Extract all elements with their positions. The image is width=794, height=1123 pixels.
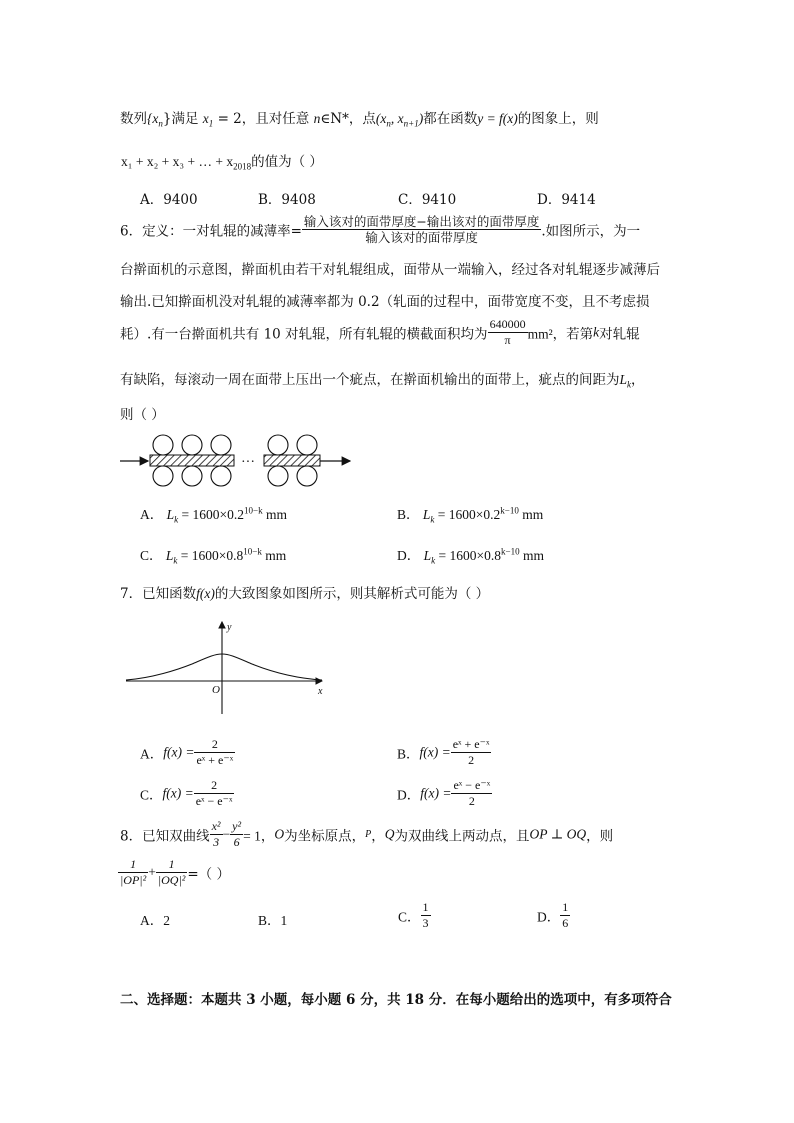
q7-option-a-den: eˣ + e⁻ˣ: [196, 753, 234, 767]
q8-option-d-num: 1: [562, 900, 569, 914]
q6-option-d-exp: k−10: [501, 546, 520, 557]
section-2-heading: 二、选择题：本题共 3 小题，每小题 6 分，共 18 分．在每小题给出的选项中，有多项符合: [120, 992, 672, 1008]
q6-option-a-L: L: [166, 507, 175, 522]
q6-option-c-sub: k: [173, 555, 178, 566]
q7-option-b-den: 2: [468, 753, 475, 767]
q6-stem-line-2: 台擀面机的示意图，擀面机由若干对轧辊组成，面带从一端输入，经过各对轧辊逐步减薄后: [120, 262, 660, 278]
q7-option-a-lhs: f(x) =: [163, 744, 195, 760]
q6-option-d-letter: D．: [397, 548, 421, 563]
q7-option-b-fraction: [451, 737, 492, 768]
function-curve: [126, 654, 322, 680]
q8-option-a[interactable]: [140, 909, 170, 929]
q6-option-a-sub: k: [174, 514, 179, 525]
q8-oq-den: |OQ|²: [157, 873, 186, 887]
q8-option-b-value: 1: [280, 913, 288, 928]
q6-area-den: π: [504, 333, 511, 347]
q6-option-d-sub: k: [431, 555, 436, 566]
q6-definition-fraction: [302, 214, 541, 245]
q5-stem-line-1: [120, 107, 599, 127]
q8-option-c-letter: C．: [398, 909, 421, 925]
q6-option-c-rhs: = 1600×0.8: [177, 548, 244, 563]
q8-option-a-value: 2: [163, 913, 170, 928]
q6-option-b-sub: k: [430, 514, 435, 525]
q6-option-c[interactable]: [140, 544, 286, 564]
q8-Q: Q: [384, 826, 395, 842]
q6-option-c-exp: 10−k: [243, 546, 262, 557]
q8-eq1: = 1，: [243, 828, 275, 844]
q8-fraction-x: [210, 819, 223, 850]
roller-bottom: [211, 466, 231, 486]
q8-stem-line-1: [120, 819, 613, 850]
q8-fy-den: 6: [233, 835, 240, 849]
q8-stem-line-2: [118, 857, 230, 888]
q8-option-d[interactable]: [537, 900, 570, 931]
roller-top: [211, 435, 231, 455]
q6-option-b-L: L: [422, 507, 431, 522]
dough-sheet-left: [150, 455, 234, 466]
q5-n: n: [313, 111, 321, 126]
q7-stem: [120, 582, 489, 602]
q8-fraction-op: [118, 857, 148, 888]
diagram-ellipsis: ···: [241, 455, 255, 470]
q7-option-c-num: 2: [194, 778, 235, 794]
q8-fy-num: y²: [232, 819, 242, 833]
q5-set-sub: n: [158, 118, 163, 129]
q8-O: O: [274, 826, 285, 842]
q8-op-num: 1: [118, 857, 148, 873]
q6-option-b[interactable]: [397, 503, 543, 523]
q7-option-b-letter: B．: [397, 746, 420, 762]
q6-stem-line-5: [120, 368, 645, 388]
q5-text-c: 都在函数: [423, 111, 478, 127]
q5-text-b: }满足: [162, 111, 199, 127]
q5-text: 数列: [120, 111, 147, 127]
q8-option-d-fraction: [560, 900, 570, 931]
q6-option-d-rhs: = 1600×0.8: [435, 548, 501, 563]
q7-option-a-fraction: [194, 737, 235, 768]
q7-option-a-num: 2: [194, 737, 235, 753]
q6-option-d-L: L: [423, 548, 432, 563]
y-axis-label: y: [227, 622, 232, 633]
q8-option-c-fraction: [421, 900, 431, 931]
roller-bottom: [268, 466, 288, 486]
q5-text-d: 的图象上，则: [517, 111, 599, 127]
q6-area-fraction: [488, 317, 528, 348]
q8-perp: OP ⊥ OQ: [529, 826, 587, 842]
q8-fx-num: x²: [211, 819, 221, 833]
q8-comma: ，: [371, 828, 385, 845]
q8-fx-den: 3: [213, 835, 220, 849]
q5-x1-sub: 1: [208, 118, 214, 129]
roller-top: [153, 435, 173, 455]
q8-text-b: 为坐标原点，: [284, 828, 366, 845]
q6-unit: mm²，若第: [527, 326, 594, 342]
q6-option-c-letter: C．: [140, 548, 163, 563]
roller-top: [268, 435, 288, 455]
q7-function-graph: [122, 618, 334, 718]
q6-option-d[interactable]: [397, 544, 544, 564]
x-axis-label: x: [318, 686, 323, 697]
q8-fraction-oq: [156, 857, 188, 888]
q5-point-sub2: n+1: [403, 118, 419, 129]
q5-set: {x: [147, 111, 159, 126]
q8-op-den: |OP|²: [120, 873, 147, 887]
q8-text-d: ，则: [586, 828, 614, 845]
q8-oq-num: 1: [156, 857, 188, 873]
q6-text-5b: ，: [631, 372, 645, 388]
q5-option-d[interactable]: D．9414: [537, 192, 596, 208]
q5-sum: x₁ + x₂ + x₃ + … + x: [121, 154, 234, 169]
q6-k: k: [593, 324, 600, 340]
q8-eq2: =（ ）: [187, 866, 230, 883]
q6-option-d-unit: mm: [519, 548, 544, 563]
q6-L: L: [619, 372, 628, 387]
q8-text-c: 为双曲线上两动点，且: [394, 828, 530, 845]
q6-area-num: 640000: [489, 317, 526, 331]
q7-option-a-letter: A．: [140, 746, 164, 762]
q8-option-b-letter: B．: [258, 913, 281, 928]
q6-option-a-rhs: = 1600×0.2: [178, 507, 244, 522]
q7-option-b-num: eˣ + e⁻ˣ: [452, 737, 490, 751]
roller-bottom: [153, 466, 173, 486]
q5-option-a[interactable]: A．9400: [140, 192, 198, 208]
q6-stem-line-1: [120, 214, 640, 245]
q6-stem-line-4: [120, 317, 640, 348]
roller-top: [182, 435, 202, 455]
q7-option-d-letter: D．: [397, 787, 421, 803]
q7-option-c-lhs: f(x) =: [162, 785, 194, 801]
q7-option-d-fraction: [451, 778, 492, 809]
q6-text-b: 对轧辊: [599, 326, 640, 343]
q5-stem-line-2: [121, 150, 323, 170]
q6-def-numerator: 输入该对的面带厚度−输出该对的面带厚度: [303, 214, 540, 229]
q5-option-b[interactable]: B．9408: [258, 192, 316, 208]
q5-option-c[interactable]: C．9410: [398, 192, 457, 208]
q7-option-c-den: eˣ − e⁻ˣ: [195, 794, 233, 808]
q8-fraction-y: [230, 819, 243, 850]
q7-text-a: 7．已知函数: [120, 586, 197, 602]
q5-in: ∈N*，点: [320, 111, 376, 127]
q6-option-a-exp: 10−k: [244, 505, 263, 516]
q6-option-a[interactable]: [140, 503, 287, 523]
q6-stem-line-6: 则（ ）: [120, 407, 165, 423]
roller-bottom: [297, 466, 317, 486]
q5-sum-sub: 2018: [233, 161, 252, 172]
q8-plus: +: [148, 864, 156, 880]
q7-option-b-lhs: f(x) =: [419, 744, 451, 760]
q8-option-a-letter: A．: [140, 913, 164, 928]
q5-point-sub1: n: [386, 118, 391, 129]
q7-option-d-lhs: f(x) =: [420, 785, 452, 801]
q6-suffix: .如图所示，为一: [541, 223, 641, 240]
q6-option-b-unit: mm: [518, 507, 544, 522]
q7-option-c-fraction: [194, 778, 235, 809]
q7-text-b: 的大致图象如图所示，则其解析式可能为（ ）: [214, 586, 490, 602]
q7-option-d[interactable]: [397, 778, 492, 809]
q8-minus: −: [222, 826, 231, 842]
roller-top: [297, 435, 317, 455]
q6-text: 耗）.有一台擀面机共有 10 对轧辊，所有轧辊的横截面积均为: [120, 326, 488, 343]
q8-option-c-num: 1: [422, 900, 429, 914]
q6-option-a-letter: A．: [140, 507, 164, 522]
q6-option-c-unit: mm: [261, 548, 287, 563]
q6-prefix: 6．定义：一对轧辊的减薄率=: [120, 223, 302, 240]
q6-option-b-letter: B．: [397, 507, 420, 522]
q6-option-a-unit: mm: [262, 507, 287, 522]
q6-stem-line-3: 输出.已知擀面机没对轧辊的减薄率都为 0.2（轧面的过程中，面带宽度不变，且不考虑损: [120, 294, 650, 310]
q5-text-rest: 的值为（ ）: [251, 154, 323, 170]
q5-eq: = 2，且对任意: [213, 111, 310, 127]
q6-option-b-rhs: = 1600×0.2: [434, 507, 501, 522]
q7-option-b[interactable]: [397, 737, 491, 768]
q6-option-b-exp: k−10: [500, 505, 519, 516]
q5-point-end: ): [418, 111, 424, 126]
q6-option-c-L: L: [165, 548, 174, 563]
q6-def-denominator: 输入该对的面带厚度: [365, 230, 478, 245]
q7-option-c-letter: C．: [140, 787, 163, 803]
q8-P: P: [365, 829, 372, 840]
q8-option-d-den: 6: [562, 916, 569, 930]
q8-option-b[interactable]: [258, 909, 287, 929]
q8-text-a: 8．已知双曲线: [120, 828, 210, 845]
roller-bottom: [182, 466, 202, 486]
q7-fx: f(x): [196, 586, 215, 601]
q5-x1: x: [202, 111, 209, 126]
q5-point: (x: [375, 111, 387, 126]
q7-option-a[interactable]: [140, 737, 235, 768]
q8-option-c[interactable]: [398, 900, 431, 931]
q6-text-5: 有缺陷，每滚动一周在面带上压出一个疵点，在擀面机输出的面带上，疵点的间距为: [120, 372, 620, 388]
q8-option-d-letter: D．: [537, 909, 561, 925]
dough-sheet-right: [264, 455, 320, 466]
q5-function: y = f(x): [477, 111, 518, 126]
q7-option-c[interactable]: [140, 778, 234, 809]
roller-diagram: [118, 433, 358, 489]
q5-point-mid: , x: [390, 111, 404, 126]
q8-option-c-den: 3: [422, 916, 429, 930]
q6-L-sub: k: [627, 379, 632, 390]
origin-label: O: [212, 684, 220, 696]
q7-option-d-num: eˣ − e⁻ˣ: [453, 778, 491, 792]
q7-option-d-den: 2: [468, 794, 475, 808]
